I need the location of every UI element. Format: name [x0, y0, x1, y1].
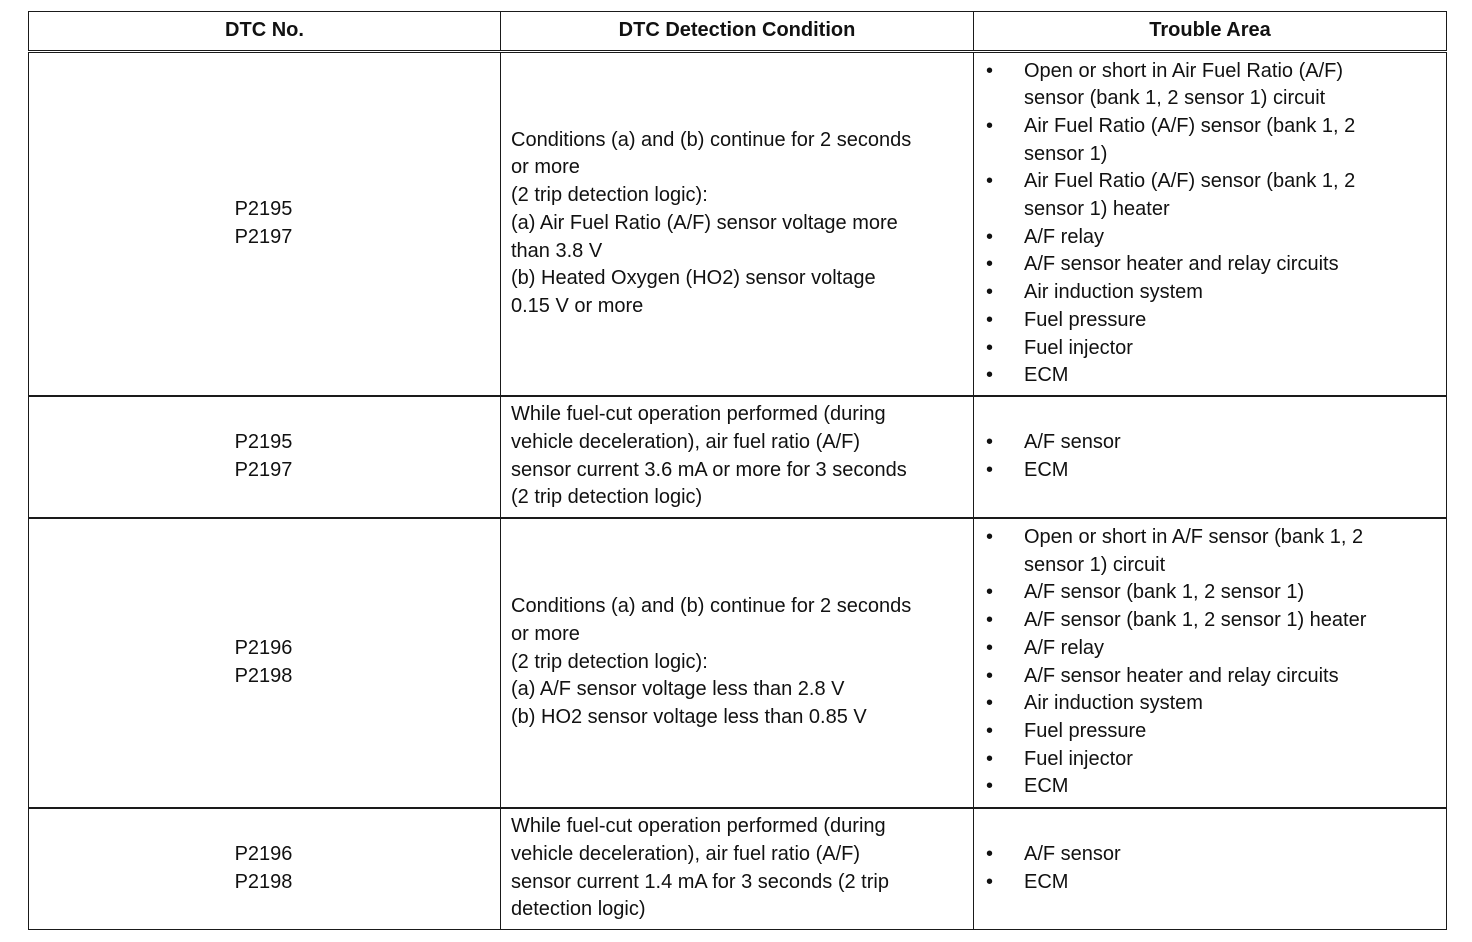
- bullet-icon: •: [986, 281, 994, 304]
- trouble-area-list: [984, 524, 1442, 801]
- bullet-icon: •: [986, 308, 994, 331]
- condition-text-line: (b) Heated Oxygen (HO2) sensor voltage: [511, 267, 876, 290]
- condition-text-line: (a) Air Fuel Ratio (A/F) sensor voltage more: [511, 211, 898, 234]
- list-item: [984, 307, 1442, 335]
- trouble-area-text: Fuel pressure: [1024, 719, 1147, 742]
- detection-condition-cell: [501, 518, 974, 808]
- condition-text-line: sensor current 3.6 mA or more for 3 seconds: [511, 458, 907, 481]
- trouble-area-cell: [974, 518, 1447, 808]
- list-item: [984, 579, 1442, 607]
- header-row: [29, 12, 1447, 52]
- list-item: [984, 168, 1442, 223]
- bullet-icon: •: [986, 747, 994, 770]
- list-item: [984, 690, 1442, 718]
- list-item: [984, 457, 1442, 485]
- condition-text-line: Conditions (a) and (b) continue for 2 seconds: [511, 595, 912, 618]
- trouble-area-text: sensor (bank 1, 2 sensor 1) circuit: [1024, 87, 1326, 110]
- list-item: [984, 841, 1442, 869]
- trouble-area-cell: [974, 52, 1447, 396]
- condition-text-line: While fuel-cut operation performed (during: [511, 403, 886, 426]
- condition-text-line: 0.15 V or more: [511, 295, 644, 317]
- dtc-code: P2195: [234, 430, 293, 453]
- dtc-code-cell: [29, 518, 501, 808]
- trouble-area-cell: [974, 808, 1447, 930]
- detection-condition-cell: [501, 52, 974, 396]
- list-item: [984, 524, 1442, 579]
- trouble-area-text: sensor 1) heater: [1024, 198, 1170, 221]
- bullet-icon: •: [986, 364, 994, 387]
- detection-condition-cell: [501, 808, 974, 930]
- trouble-area-text: Air induction system: [1024, 692, 1203, 715]
- list-item: [984, 335, 1442, 363]
- trouble-area-text: Air Fuel Ratio (A/F) sensor (bank 1, 2: [1024, 114, 1356, 137]
- trouble-area-list: [984, 429, 1442, 484]
- trouble-area-text: A/F sensor heater and relay circuits: [1024, 253, 1339, 276]
- trouble-area-text: ECM: [1024, 870, 1069, 893]
- bullet-icon: •: [986, 458, 994, 481]
- trouble-area-text: ECM: [1024, 775, 1069, 798]
- bullet-icon: •: [986, 719, 994, 742]
- dtc-code: P2197: [234, 225, 293, 248]
- condition-text-line: vehicle deceleration), air fuel ratio (A/F): [511, 843, 861, 866]
- condition-text-line: While fuel-cut operation performed (during: [511, 815, 886, 838]
- bullet-icon: •: [986, 59, 994, 82]
- condition-text-line: or more: [511, 622, 580, 645]
- trouble-area-text: A/F sensor heater and relay circuits: [1024, 664, 1339, 687]
- bullet-icon: •: [986, 609, 994, 632]
- dtc-code: P2198: [234, 664, 293, 687]
- list-item: [984, 113, 1442, 168]
- condition-text-line: (b) HO2 sensor voltage less than 0.85 V: [511, 706, 867, 729]
- condition-text-line: Conditions (a) and (b) continue for 2 seconds: [511, 128, 912, 151]
- dtc-code: P2195: [234, 198, 293, 221]
- list-item: [984, 607, 1442, 635]
- table-row: [29, 518, 1447, 808]
- bullet-icon: •: [986, 664, 994, 687]
- trouble-area-text: ECM: [1024, 458, 1069, 481]
- table-body: [29, 52, 1447, 930]
- table-row: [29, 808, 1447, 930]
- bullet-icon: •: [986, 775, 994, 798]
- list-item: [984, 663, 1442, 691]
- condition-text-line: sensor current 1.4 mA for 3 seconds (2 trip: [511, 870, 889, 893]
- list-item: [984, 429, 1442, 457]
- dtc-table: [28, 11, 1447, 930]
- condition-text-line: than 3.8 V: [511, 239, 603, 262]
- bullet-icon: •: [986, 843, 994, 866]
- header-trouble-area: Trouble Area: [974, 12, 1447, 52]
- dtc-code-cell: [29, 52, 501, 396]
- dtc-code: P2196: [234, 636, 293, 659]
- bullet-icon: •: [986, 114, 994, 137]
- bullet-icon: •: [986, 170, 994, 193]
- list-item: [984, 773, 1442, 801]
- dtc-code: P2198: [234, 870, 293, 893]
- trouble-area-text: A/F sensor (bank 1, 2 sensor 1): [1024, 581, 1305, 604]
- table-row: [29, 52, 1447, 396]
- trouble-area-text: Air Fuel Ratio (A/F) sensor (bank 1, 2: [1024, 170, 1356, 193]
- trouble-area-text: A/F relay: [1024, 225, 1105, 248]
- trouble-area-text: sensor 1) circuit: [1024, 553, 1166, 576]
- dtc-code: P2196: [234, 843, 293, 866]
- trouble-area-text: A/F sensor: [1024, 843, 1121, 866]
- bullet-icon: •: [986, 336, 994, 359]
- condition-text-line: (a) A/F sensor voltage less than 2.8 V: [511, 678, 845, 701]
- condition-text-line: detection logic): [511, 898, 646, 921]
- bullet-icon: •: [986, 636, 994, 659]
- condition-text-line: (2 trip detection logic): [511, 486, 703, 509]
- bullet-icon: •: [986, 692, 994, 715]
- bullet-icon: •: [986, 225, 994, 248]
- bullet-icon: •: [986, 253, 994, 276]
- trouble-area-list: [984, 58, 1442, 390]
- list-item: [984, 224, 1442, 252]
- trouble-area-text: A/F sensor: [1024, 430, 1121, 453]
- trouble-area-text: Fuel injector: [1024, 747, 1133, 770]
- list-item: [984, 635, 1442, 663]
- header-detection-condition: DTC Detection Condition: [501, 12, 974, 52]
- list-item: [984, 279, 1442, 307]
- trouble-area-text: Air induction system: [1024, 281, 1203, 304]
- condition-text-line: (2 trip detection logic):: [511, 650, 708, 673]
- bullet-icon: •: [986, 525, 994, 548]
- trouble-area-text: sensor 1): [1024, 142, 1108, 165]
- table-header: [29, 12, 1447, 52]
- bullet-icon: •: [986, 870, 994, 893]
- trouble-area-text: Fuel pressure: [1024, 308, 1147, 331]
- dtc-code-cell: [29, 396, 501, 518]
- condition-text-line: or more: [511, 156, 580, 179]
- list-item: [984, 869, 1442, 897]
- list-item: [984, 746, 1442, 774]
- dtc-code: P2197: [234, 458, 293, 481]
- trouble-area-text: A/F relay: [1024, 636, 1105, 659]
- list-item: [984, 362, 1442, 390]
- bullet-icon: •: [986, 430, 994, 453]
- bullet-icon: •: [986, 581, 994, 604]
- header-dtc-no: DTC No.: [29, 12, 501, 52]
- list-item: [984, 718, 1442, 746]
- dtc-code-cell: [29, 808, 501, 930]
- list-item: [984, 251, 1442, 279]
- condition-text-line: (2 trip detection logic):: [511, 184, 708, 207]
- trouble-area-text: ECM: [1024, 364, 1069, 387]
- detection-condition-cell: [501, 396, 974, 518]
- trouble-area-list: [984, 841, 1442, 896]
- trouble-area-text: Fuel injector: [1024, 336, 1133, 359]
- list-item: [984, 58, 1442, 113]
- condition-text-line: vehicle deceleration), air fuel ratio (A/F): [511, 430, 861, 453]
- trouble-area-text: Open or short in A/F sensor (bank 1, 2: [1024, 525, 1364, 548]
- trouble-area-text: Open or short in Air Fuel Ratio (A/F): [1024, 59, 1344, 82]
- table-row: [29, 396, 1447, 518]
- trouble-area-cell: [974, 396, 1447, 518]
- trouble-area-text: A/F sensor (bank 1, 2 sensor 1) heater: [1024, 609, 1367, 632]
